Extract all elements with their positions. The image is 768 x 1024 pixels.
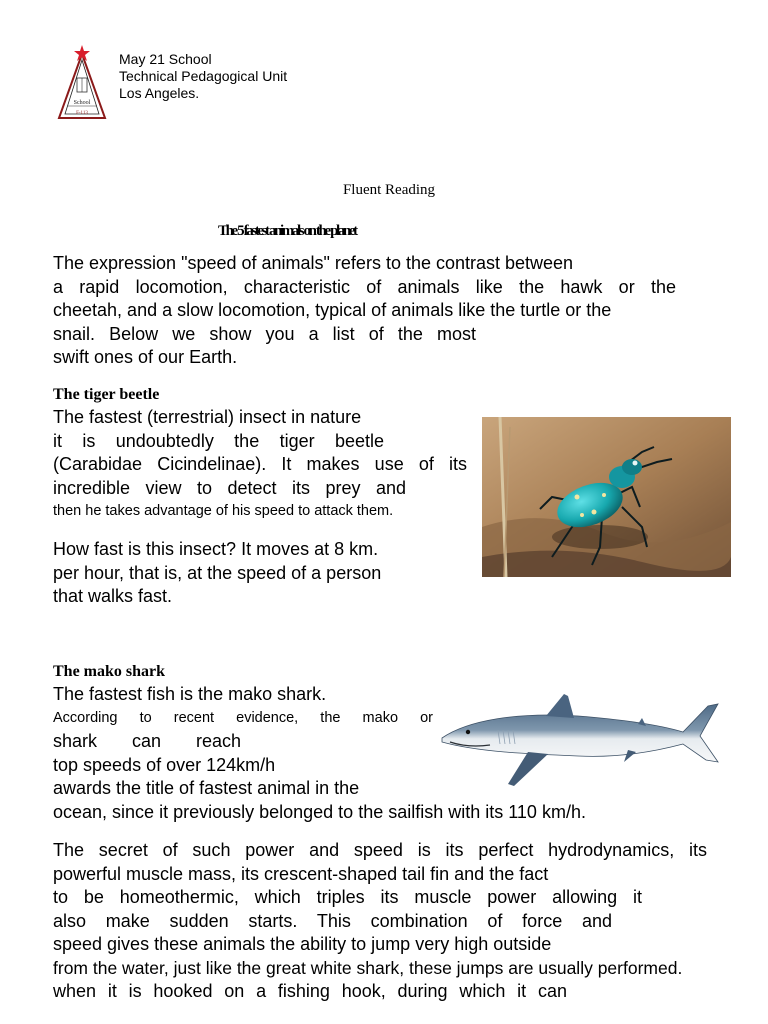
logo-text: School [73,100,91,106]
shark-line: According to recent evidence, the mako or [53,709,433,726]
shark-paragraph-2 [53,839,707,1004]
beetle-paragraph-2 [53,538,467,609]
beetle-line: The fastest (terrestrial) insect in nature [53,407,362,427]
section-heading-mako-shark: The mako shark [53,663,166,680]
shark-line: from the water, just like the great white shark, these jumps are usually performed. [53,957,683,978]
document-title: The 5 fastest animals on the planet [218,223,356,239]
shark-line: The fastest fish is the mako shark. [53,684,327,704]
beetle-paragraph-1 [53,406,467,524]
shark-line: to be homeothermic, which triples its muscle power allowing it [53,887,642,907]
shark-line: The secret of such power and speed is its perfect hydrodynamics, its [53,840,707,860]
school-info [119,51,287,102]
shark-line: top speeds of over 124km/h [53,754,276,775]
school-city: Los Angeles. [119,85,200,101]
shark-line: also make sudden starts. This combination of force and [53,910,612,931]
beetle-line: then he takes advantage of his speed to attack them. [53,503,394,519]
document-subtitle: Fluent Reading [342,182,436,198]
beetle-line: incredible view to detect its prey and [53,477,406,498]
section-heading-tiger-beetle: The tiger beetle [53,386,160,403]
school-name: May 21 School [119,51,212,67]
shark-line: powerful muscle mass, its crescent-shaped tail fin and the fact [53,863,549,884]
intro-line: snail. Below we show you a list of the most [53,323,476,344]
beetle-line: per hour, that is, at the speed of a person [53,562,382,583]
shark-line: awards the title of fastest animal in the [53,778,360,798]
intro-line: cheetah, and a slow locomotion, typical of animals like the turtle or the [53,300,612,320]
mako-shark-photo [438,690,722,790]
shark-line: when it is hooked on a fishing hook, during which it can [53,981,567,1001]
school-unit: Technical Pedagogical Unit [119,68,288,84]
logo-code: F-113 [76,111,88,116]
intro-line: a rapid locomotion, characteristic of animals like the hawk or the [53,276,676,297]
beetle-line: that walks fast. [53,586,173,606]
shark-line: shark can reach [53,731,241,751]
tiger-beetle-photo [482,417,731,577]
shark-line: ocean, since it previously belonged to the sailfish with its 110 km/h. [53,801,586,822]
intro-paragraph [53,252,676,370]
beetle-line: How fast is this insect? It moves at 8 km. [53,539,379,559]
beetle-line: it is undoubtedly the tiger beetle [53,430,384,451]
school-logo-icon [55,44,109,122]
intro-line: swift ones of our Earth. [53,347,238,367]
shark-line: speed gives these animals the ability to jump very high outside [53,934,552,954]
beetle-line: (Carabidae Cicindelinae). It makes use of its [53,454,467,474]
intro-line: The expression "speed of animals" refers to the contrast between [53,253,574,273]
